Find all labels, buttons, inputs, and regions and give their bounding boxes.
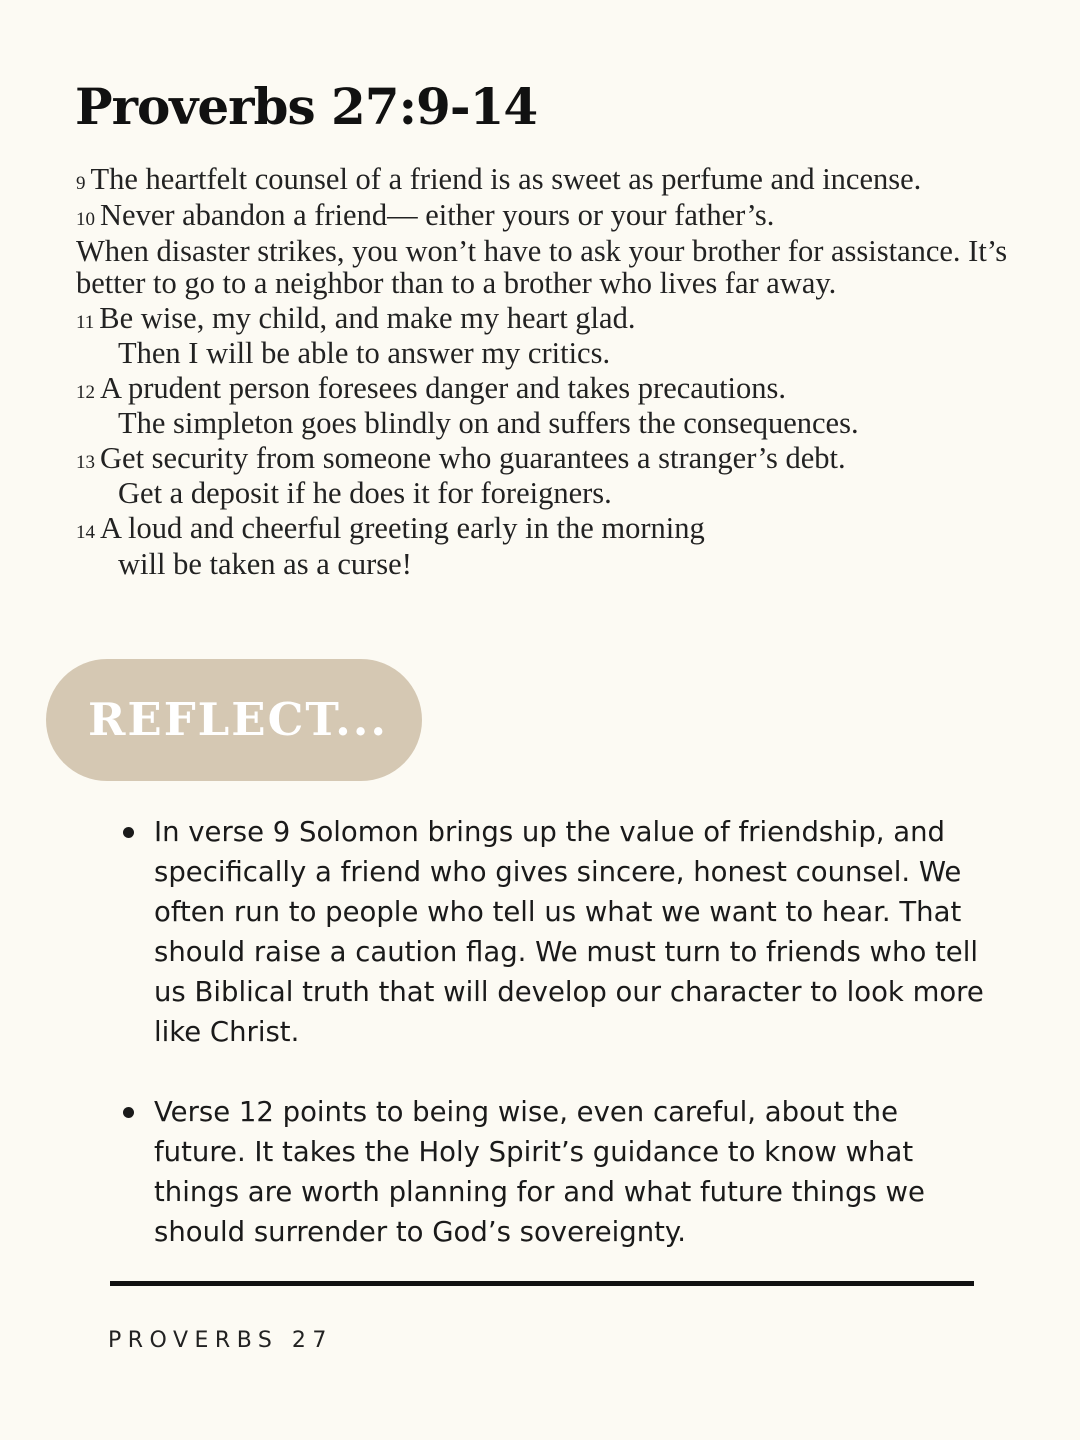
verse-number: 9 (76, 173, 86, 194)
verse-line (76, 406, 1046, 440)
reflect-label: REFLECT... (88, 693, 389, 746)
verse-text: will be taken as a curse! (118, 547, 412, 581)
verse-number: 11 (76, 312, 95, 333)
verse-text: Get a deposit if he does it for foreigners. (118, 476, 612, 510)
verse-line (76, 370, 1046, 406)
divider (110, 1281, 974, 1286)
verse-text: The simpleton goes blindly on and suffers the consequences. (118, 406, 859, 440)
verse-number: 14 (76, 522, 95, 543)
verse-number: 12 (76, 382, 95, 403)
verse-line (76, 440, 1046, 476)
reflection-list (154, 812, 994, 1292)
verse-line (76, 161, 1046, 197)
bullet-icon (123, 827, 134, 838)
verse-text: When disaster strikes, you won’t have to ask your brother for assistance. It’s better to go to a neighbor than to a brother who lives far away. (76, 234, 1008, 300)
list-item (154, 1092, 994, 1252)
page-title: Proverbs 27:9-14 (75, 77, 538, 136)
verse-text: Be wise, my child, and make my heart glad. (99, 301, 636, 335)
reflect-badge (46, 659, 422, 781)
verse-line (76, 336, 1046, 370)
reflection-text: Verse 12 points to being wise, even careful, about the future. It takes the Holy Spirit’s guidance to know what things are worth planning for and what future things we should surrender to God’s sovereignty. (154, 1096, 925, 1248)
verse-text: A prudent person foresees danger and takes precautions. (100, 371, 787, 405)
verse-number: 13 (76, 452, 95, 473)
bullet-icon (123, 1107, 134, 1118)
verse-line (76, 510, 1046, 546)
scripture-passage (76, 161, 1046, 582)
verse-number: 10 (76, 209, 95, 230)
verse-text: Then I will be able to answer my critics. (118, 336, 611, 370)
list-item (154, 812, 994, 1052)
footer-label: PROVERBS 27 (108, 1328, 333, 1353)
verse-line (76, 197, 1046, 233)
reflection-text: In verse 9 Solomon brings up the value of friendship, and specifically a friend who gives sincere, honest counsel. We often run to people who tell us what we want to hear. That should raise a caution flag. We must turn to friends who tell us Biblical truth that will develop our character to look more like Christ. (154, 816, 984, 1048)
verse-text: Never abandon a friend— either yours or your father’s. (100, 198, 775, 232)
verse-line (76, 235, 1046, 299)
verse-text: The heartfelt counsel of a friend is as sweet as perfume and incense. (90, 162, 922, 196)
verse-text: A loud and cheerful greeting early in the morning (100, 511, 705, 545)
verse-line (76, 476, 1046, 510)
verse-line (76, 300, 1046, 336)
verse-text: Get security from someone who guarantees a stranger’s debt. (100, 441, 846, 475)
verse-line (76, 546, 1046, 582)
